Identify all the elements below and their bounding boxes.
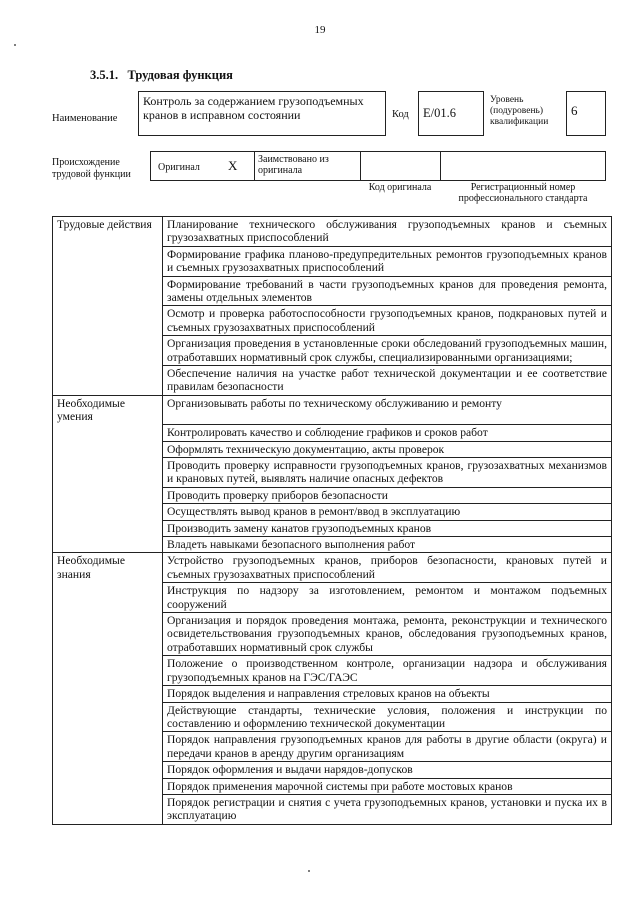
table-row [53, 276, 612, 306]
scan-mark [308, 870, 310, 872]
group-item: Инструкция по надзору за изготовлением, ремонтом и монтажом подъемных сооружений [163, 583, 612, 613]
group-item: Устройство грузоподъемных кранов, приборов безопасности, крановых путей и съемных грузозахватных приспособлений [163, 553, 612, 583]
group-title-continuation [53, 762, 163, 778]
code-original-caption: Код оригинала [368, 182, 432, 193]
group-item: Порядок применения марочной системы при работе мостовых кранов [163, 778, 612, 794]
scan-mark [14, 44, 16, 46]
origin-divider [440, 151, 441, 181]
group-title: Трудовые действия [53, 217, 163, 247]
group-item: Проводить проверку приборов безопасности [163, 487, 612, 503]
table-row [53, 306, 612, 336]
group-title-continuation [53, 504, 163, 520]
table-row [53, 537, 612, 553]
table-row [53, 336, 612, 366]
group-item: Действующие стандарты, технические условия, положения и инструкции по составлению и оформлению технической документации [163, 702, 612, 732]
table-row [53, 762, 612, 778]
origin-divider [254, 151, 255, 181]
origin-row-box [150, 151, 606, 181]
level-label: Уровень (подуровень) квалификации [490, 95, 549, 127]
table-row [53, 520, 612, 536]
table-row [53, 366, 612, 396]
labor-function-table [52, 216, 612, 825]
group-title-continuation [53, 441, 163, 457]
group-title-continuation [53, 778, 163, 794]
borrowed-label: Заимствовано из оригинала [258, 154, 329, 176]
table-row [53, 794, 612, 824]
name-value-box [138, 91, 386, 136]
reg-number-caption: Регистрационный номер профессионального стандарта [458, 182, 588, 204]
section-number: 3.5.1. [90, 68, 119, 82]
name-value: Контроль за содержанием грузоподъемных кранов в исправном состоянии [143, 94, 364, 122]
origin-label: Происхождение трудовой функции [52, 157, 131, 180]
group-title-continuation [53, 583, 163, 613]
group-item: Обеспечение наличия на участке работ технической документации и ее соответствие правилам безопасности [163, 366, 612, 396]
group-title-continuation [53, 366, 163, 396]
group-item: Осмотр и проверка работоспособности грузоподъемных кранов, подкрановых путей и съемных грузозахватных приспособлений [163, 306, 612, 336]
group-item: Проводить проверку исправности грузоподъемных кранов, грузозахватных механизмов и крановых путей, выявлять наличие опасных дефектов [163, 458, 612, 488]
group-title-continuation [53, 276, 163, 306]
table-row [53, 702, 612, 732]
code-value: E/01.6 [423, 106, 456, 120]
group-title-continuation [53, 702, 163, 732]
group-title-continuation [53, 613, 163, 656]
table-row [53, 778, 612, 794]
name-label: Наименование [52, 113, 118, 124]
code-label: Код [392, 109, 409, 120]
table-row [53, 246, 612, 276]
table-row [53, 487, 612, 503]
table-row [53, 553, 612, 583]
group-title-continuation [53, 732, 163, 762]
page-number: 19 [314, 24, 326, 36]
table-row [53, 395, 612, 424]
table-row [53, 686, 612, 702]
group-title-continuation [53, 537, 163, 553]
code-value-box [418, 91, 484, 136]
group-title-continuation [53, 686, 163, 702]
group-item: Организация проведения в установленные сроки обследований грузоподъемных машин, отработавших нормативный срок службы, специализированными организациями; [163, 336, 612, 366]
group-item: Положение о производственном контроле, организации надзора и обслуживания грузоподъемных кранов на ГЭС/ГАЭС [163, 656, 612, 686]
group-item: Производить замену канатов грузоподъемных кранов [163, 520, 612, 536]
group-item: Порядок направления грузоподъемных кранов для работы в другие области (округа) и передачи кранов в аренду другим организациям [163, 732, 612, 762]
group-title-continuation [53, 306, 163, 336]
table-row [53, 217, 612, 247]
original-label: Оригинал [158, 162, 200, 173]
group-title: Необходимые умения [53, 395, 163, 424]
group-title-continuation [53, 487, 163, 503]
group-item: Порядок оформления и выдачи нарядов-допусков [163, 762, 612, 778]
table-row [53, 425, 612, 441]
level-value: 6 [571, 103, 578, 118]
original-mark: X [228, 158, 238, 173]
section-heading [90, 68, 233, 83]
group-title-continuation [53, 794, 163, 824]
table-row [53, 732, 612, 762]
group-title-continuation [53, 425, 163, 441]
group-item: Организовывать работы по техническому обслуживанию и ремонту [163, 395, 612, 424]
group-title-continuation [53, 458, 163, 488]
group-item: Планирование технического обслуживания грузоподъемных кранов и съемных грузозахватных приспособлений [163, 217, 612, 247]
table-row [53, 613, 612, 656]
group-item: Порядок регистрации и снятия с учета грузоподъемных кранов, установки и пуска их в эксплуатацию [163, 794, 612, 824]
table-row [53, 441, 612, 457]
table-row [53, 656, 612, 686]
section-title: Трудовая функция [127, 68, 233, 82]
level-value-box [566, 91, 606, 136]
table-row [53, 504, 612, 520]
group-item: Осуществлять вывод кранов в ремонт/ввод в эксплуатацию [163, 504, 612, 520]
group-title-continuation [53, 656, 163, 686]
group-item: Формирование требований в части грузоподъемных кранов для проведения ремонта, замены отдельных элементов [163, 276, 612, 306]
group-title-continuation [53, 246, 163, 276]
group-item: Владеть навыками безопасного выполнения работ [163, 537, 612, 553]
group-item: Контролировать качество и соблюдение графиков и сроков работ [163, 425, 612, 441]
group-title-continuation [53, 520, 163, 536]
group-item: Организация и порядок проведения монтажа, ремонта, реконструкции и технического освидетельствования грузоподъемных кранов, обследования грузоподъемных кранов, отработавших нормативный срок службы [163, 613, 612, 656]
group-title: Необходимые знания [53, 553, 163, 583]
group-item: Формирование графика планово-предупредительных ремонтов грузоподъемных кранов и съемных грузозахватных приспособлений [163, 246, 612, 276]
group-item: Оформлять техническую документацию, акты проверок [163, 441, 612, 457]
group-item: Порядок выделения и направления стреловых кранов на объекты [163, 686, 612, 702]
table-row [53, 458, 612, 488]
table-row [53, 583, 612, 613]
group-title-continuation [53, 336, 163, 366]
origin-divider [360, 151, 361, 181]
